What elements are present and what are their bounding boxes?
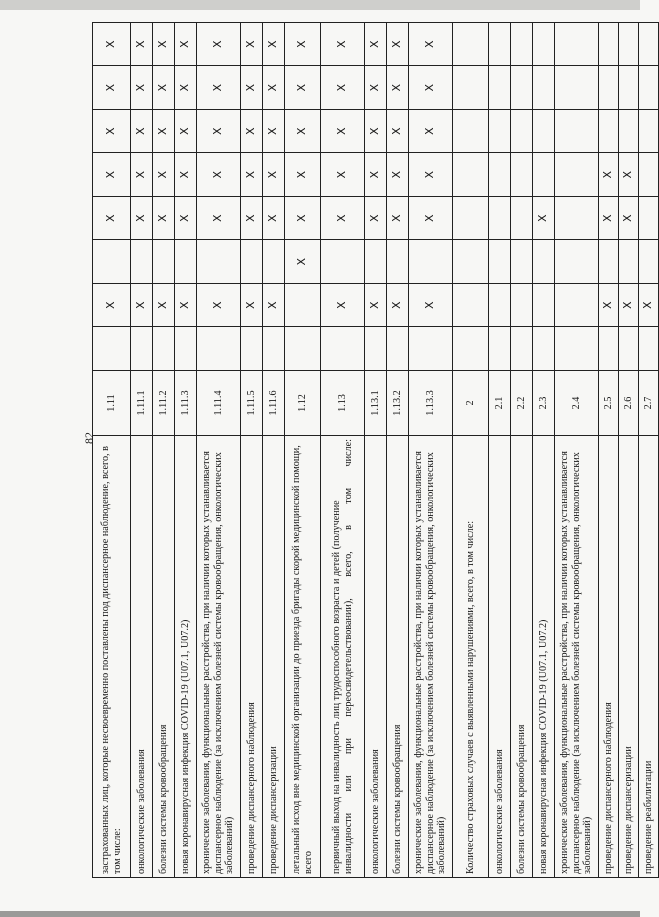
row-name-cell: хронические заболевания, функциональные расстройства, при наличии которых устанавливается диспансерное наблюдение (за исключением болезней системы кровообращения, онкологических заболеваний) [409,436,453,878]
table-row [533,23,555,878]
mark-cell: X [131,284,153,328]
empty-cell [93,240,131,284]
table-row [639,23,659,878]
mark-cell: X [387,23,409,67]
empty-cell [175,327,197,371]
empty-cell [453,284,489,328]
row-name-cell: онкологические заболевания [365,436,387,878]
scan-top-edge [0,0,640,10]
empty-cell [555,23,599,67]
row-code-cell: 1.11.1 [131,371,153,436]
empty-cell [197,327,241,371]
table-row [387,23,409,878]
table-row [285,23,321,878]
row-code-cell: 2.6 [619,371,639,436]
empty-cell [387,240,409,284]
empty-cell [285,327,321,371]
mark-cell: X [599,284,619,328]
mark-cell: X [241,197,263,241]
mark-cell: X [409,23,453,67]
mark-cell: X [321,66,365,110]
table-row [365,23,387,878]
mark-cell: X [153,153,175,197]
empty-cell [555,110,599,154]
empty-cell [153,327,175,371]
mark-cell: X [365,66,387,110]
mark-cell: X [93,153,131,197]
mark-cell: X [387,66,409,110]
empty-cell [639,23,659,67]
row-name-cell: Количество страховых случаев с выявленными нарушениями, всего, в том числе: [453,436,489,878]
table-row [153,23,175,878]
empty-cell [533,327,555,371]
mark-cell: X [387,284,409,328]
row-code-cell: 2.3 [533,371,555,436]
mark-cell: X [263,153,285,197]
empty-cell [555,240,599,284]
table-row [321,23,365,878]
empty-cell [489,240,511,284]
table-row [241,23,263,878]
mark-cell: X [619,153,639,197]
empty-cell [131,327,153,371]
mark-cell: X [387,197,409,241]
row-name-cell: летальный исход вне медицинской организации до приезда бригады скорой медицинской помощи, всего [285,436,321,878]
row-code-cell: 1.11.6 [263,371,285,436]
empty-cell [453,23,489,67]
mark-cell: X [365,153,387,197]
mark-cell: X [175,197,197,241]
empty-cell [93,327,131,371]
row-name-cell: болезни системы кровообращения [387,436,409,878]
mark-cell: X [533,197,555,241]
empty-cell [489,153,511,197]
empty-cell [489,284,511,328]
mark-cell: X [93,23,131,67]
mark-cell: X [263,23,285,67]
mark-cell: X [131,110,153,154]
mark-cell: X [387,153,409,197]
empty-cell [321,240,365,284]
mark-cell: X [153,23,175,67]
row-name-cell: новая коронавирусная инфекция COVID-19 (U07.1, U07.2) [175,436,197,878]
row-code-cell: 1.11.2 [153,371,175,436]
mark-cell: X [365,23,387,67]
row-code-cell: 1.11 [93,371,131,436]
row-code-cell: 1.13.1 [365,371,387,436]
mark-cell: X [175,284,197,328]
table-row [489,23,511,878]
row-code-cell: 2 [453,371,489,436]
row-code-cell: 2.2 [511,371,533,436]
empty-cell [511,240,533,284]
mark-cell: X [365,197,387,241]
table-row [263,23,285,878]
mark-cell: X [321,284,365,328]
row-code-cell: 2.5 [599,371,619,436]
mark-cell: X [285,110,321,154]
mark-cell: X [175,66,197,110]
empty-cell [533,110,555,154]
mark-cell: X [175,110,197,154]
report-table [92,22,659,878]
empty-cell [555,284,599,328]
empty-cell [639,110,659,154]
mark-cell: X [241,110,263,154]
empty-cell [453,197,489,241]
empty-cell [387,327,409,371]
row-code-cell: 1.12 [285,371,321,436]
empty-cell [241,327,263,371]
row-name-cell: первичный выход на инвалидность лиц трудоспособного возраста и детей (получение инвалидности или при переосвидетельствовании), всего, в том числе: [321,436,365,878]
mark-cell: X [93,66,131,110]
row-code-cell: 1.11.4 [197,371,241,436]
mark-cell: X [409,284,453,328]
empty-cell [197,240,241,284]
mark-cell: X [131,197,153,241]
mark-cell: X [175,23,197,67]
empty-cell [533,23,555,67]
table-row [409,23,453,878]
row-code-cell: 1.13 [321,371,365,436]
empty-cell [263,240,285,284]
mark-cell: X [285,23,321,67]
row-code-cell: 1.11.5 [241,371,263,436]
row-name-cell: хронические заболевания, функциональные расстройства, при наличии которых устанавливается диспансерное наблюдение (за исключением болезней системы кровообращения, онкологических заболеваний) [197,436,241,878]
empty-cell [489,197,511,241]
mark-cell: X [153,110,175,154]
mark-cell: X [321,110,365,154]
empty-cell [453,240,489,284]
mark-cell: X [409,66,453,110]
mark-cell: X [285,197,321,241]
mark-cell: X [153,66,175,110]
empty-cell [533,66,555,110]
empty-cell [599,240,619,284]
mark-cell: X [93,197,131,241]
empty-cell [489,327,511,371]
empty-cell [409,327,453,371]
empty-cell [619,110,639,154]
empty-cell [409,240,453,284]
empty-cell [511,327,533,371]
mark-cell: X [197,284,241,328]
row-code-cell: 1.13.3 [409,371,453,436]
mark-cell: X [365,110,387,154]
mark-cell: X [197,153,241,197]
empty-cell [555,197,599,241]
empty-cell [555,153,599,197]
mark-cell: X [197,197,241,241]
mark-cell: X [197,66,241,110]
empty-cell [153,240,175,284]
mark-cell: X [241,23,263,67]
mark-cell: X [387,110,409,154]
mark-cell: X [263,197,285,241]
empty-cell [511,110,533,154]
mark-cell: X [131,66,153,110]
empty-cell [241,240,263,284]
mark-cell: X [321,23,365,67]
row-name-cell: застрахованных лиц, которые несвоевременно поставлены под диспансерное наблюдение, всего, в том числе: [93,436,131,878]
mark-cell: X [241,153,263,197]
empty-cell [321,327,365,371]
mark-cell: X [263,284,285,328]
mark-cell: X [93,110,131,154]
empty-cell [555,327,599,371]
empty-cell [555,66,599,110]
empty-cell [453,66,489,110]
row-code-cell: 2.4 [555,371,599,436]
empty-cell [511,153,533,197]
mark-cell: X [175,153,197,197]
row-code-cell: 1.11.3 [175,371,197,436]
empty-cell [599,66,619,110]
empty-cell [511,197,533,241]
empty-cell [511,23,533,67]
empty-cell [489,66,511,110]
row-code-cell: 2.7 [639,371,659,436]
empty-cell [639,153,659,197]
empty-cell [533,153,555,197]
row-code-cell: 2.1 [489,371,511,436]
scan-bottom-edge [0,911,640,917]
row-name-cell: проведение диспансерного наблюдения [599,436,619,878]
empty-cell [619,240,639,284]
mark-cell: X [131,153,153,197]
empty-cell [533,284,555,328]
row-name-cell: онкологические заболевания [489,436,511,878]
row-name-cell: новая коронавирусная инфекция COVID-19 (U07.1, U07.2) [533,436,555,878]
empty-cell [599,327,619,371]
mark-cell: X [263,110,285,154]
mark-cell: X [321,153,365,197]
mark-cell: X [285,240,321,284]
empty-cell [489,110,511,154]
mark-cell: X [321,197,365,241]
row-name-cell: болезни системы кровообращения [511,436,533,878]
mark-cell: X [599,153,619,197]
row-name-cell: болезни системы кровообращения [153,436,175,878]
row-code-cell: 1.13.2 [387,371,409,436]
empty-cell [365,327,387,371]
mark-cell: X [619,197,639,241]
mark-cell: X [639,284,659,328]
empty-cell [453,153,489,197]
table-row [175,23,197,878]
row-name-cell: проведение диспансеризации [619,436,639,878]
empty-cell [285,284,321,328]
table-row [197,23,241,878]
empty-cell [599,110,619,154]
table-row [619,23,639,878]
row-name-cell: проведение реабилитации [639,436,659,878]
mark-cell: X [153,197,175,241]
mark-cell: X [285,153,321,197]
mark-cell: X [241,284,263,328]
empty-cell [533,240,555,284]
mark-cell: X [409,153,453,197]
empty-cell [175,240,197,284]
mark-cell: X [93,284,131,328]
mark-cell: X [197,23,241,67]
report-table-rotated [92,22,655,878]
table-row [131,23,153,878]
row-name-cell: проведение диспансеризации [263,436,285,878]
empty-cell [619,66,639,110]
row-name-cell: проведение диспансерного наблюдения [241,436,263,878]
table-row [453,23,489,878]
mark-cell: X [409,197,453,241]
empty-cell [619,327,639,371]
table-row [93,23,131,878]
mark-cell: X [365,284,387,328]
table-body [93,23,659,878]
table-row [555,23,599,878]
mark-cell: X [285,66,321,110]
table-row [599,23,619,878]
row-name-cell: онкологические заболевания [131,436,153,878]
empty-cell [619,23,639,67]
mark-cell: X [409,110,453,154]
empty-cell [263,327,285,371]
mark-cell: X [619,284,639,328]
empty-cell [365,240,387,284]
mark-cell: X [263,66,285,110]
mark-cell: X [599,197,619,241]
empty-cell [131,240,153,284]
mark-cell: X [131,23,153,67]
empty-cell [489,23,511,67]
empty-cell [639,197,659,241]
row-name-cell: хронические заболевания, функциональные расстройства, при наличии которых устанавливается диспансерное наблюдение (за исключением болезней системы кровообращения, онкологических заболеваний) [555,436,599,878]
page-number: 82 [82,432,96,444]
empty-cell [453,327,489,371]
empty-cell [599,23,619,67]
empty-cell [511,66,533,110]
mark-cell: X [197,110,241,154]
mark-cell: X [241,66,263,110]
empty-cell [639,327,659,371]
empty-cell [453,110,489,154]
empty-cell [639,66,659,110]
table-row [511,23,533,878]
mark-cell: X [153,284,175,328]
empty-cell [511,284,533,328]
empty-cell [639,240,659,284]
